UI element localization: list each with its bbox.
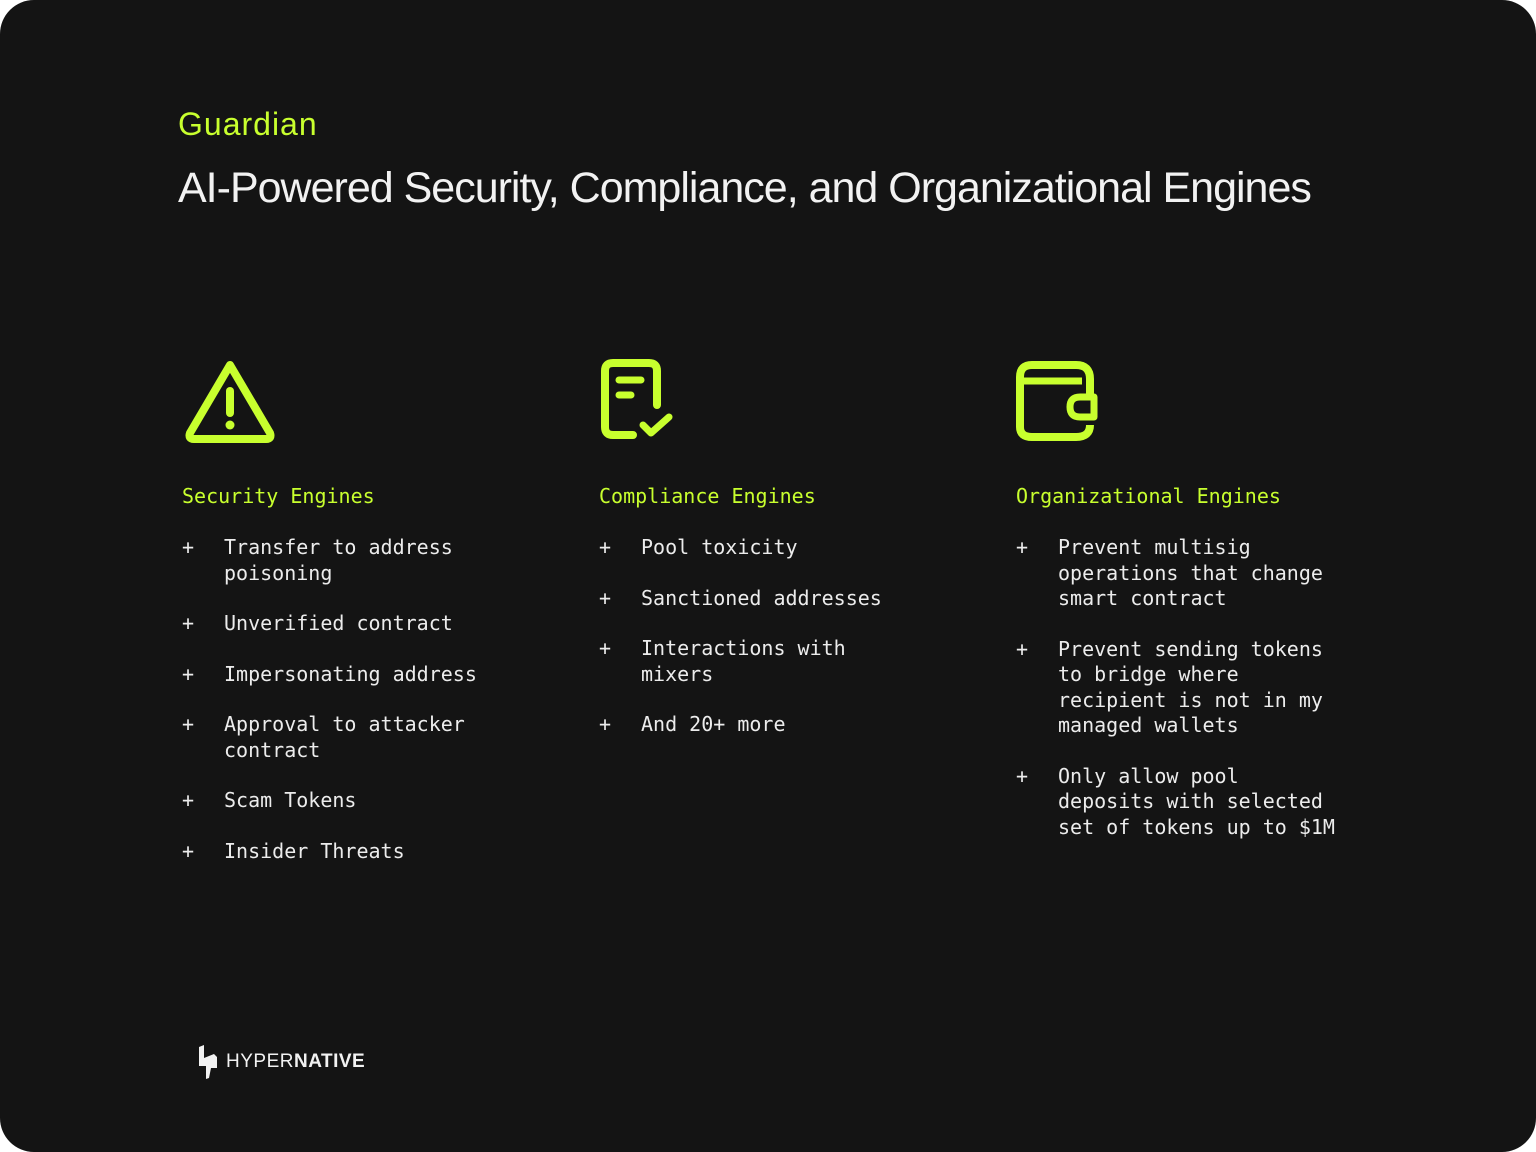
list-item [599, 712, 882, 738]
list-item [1016, 535, 1358, 612]
list-item-text: Prevent multisig operations that change smart contract [1058, 535, 1323, 610]
plus-icon: + [599, 636, 612, 660]
list-item [182, 712, 477, 763]
plus-icon: + [182, 838, 195, 863]
list-item-text: Prevent sending tokens to bridge where recipient is not in my managed wallets [1058, 636, 1323, 737]
document-check-icon [599, 355, 679, 445]
organizational-engines-column [1016, 355, 1396, 839]
list-item [599, 535, 882, 561]
logo-text-bold: NATIVE [293, 1051, 366, 1072]
column-title: Compliance Engines [599, 484, 816, 508]
list-item [182, 662, 477, 688]
column-title: Organizational Engines [1016, 484, 1281, 508]
list-item [599, 586, 882, 612]
plus-icon: + [182, 661, 195, 686]
list-item-text: Impersonating address [224, 661, 477, 686]
security-engines-list [182, 535, 477, 889]
plus-icon: + [1016, 535, 1029, 559]
column-title: Security Engines [182, 484, 375, 508]
plus-icon: + [182, 611, 195, 635]
list-item-text: Scam Tokens [224, 788, 357, 812]
plus-icon: + [182, 788, 195, 812]
list-item-text: Insider Threats [224, 838, 405, 863]
list-item [182, 535, 477, 586]
list-item-text: Pool toxicity [641, 535, 798, 559]
compliance-engines-column [599, 355, 979, 736]
page-title: AI-Powered Security, Compliance, and Organizational Engines [178, 164, 1311, 212]
list-item-text: Unverified contract [224, 611, 453, 635]
list-item-text: Interactions with mixers [641, 636, 846, 686]
list-item-text: Approval to attacker contract [224, 712, 465, 762]
plus-icon: + [599, 535, 612, 559]
list-item [1016, 637, 1358, 739]
plus-icon: + [182, 712, 195, 736]
plus-icon: + [599, 585, 612, 610]
list-item-text: Transfer to address poisoning [224, 535, 453, 585]
hypernative-logo [196, 1044, 365, 1080]
logo-wordmark [226, 1050, 365, 1074]
list-item [1016, 764, 1358, 841]
list-item [182, 788, 477, 814]
wallet-icon [1016, 355, 1100, 445]
eyebrow-label: Guardian [178, 106, 318, 142]
compliance-engines-list [599, 535, 882, 763]
list-item-text: Only allow pool deposits with selected set of tokens up to $1M [1058, 763, 1335, 839]
organizational-engines-list [1016, 535, 1358, 865]
security-engines-column [182, 355, 562, 863]
list-item [182, 839, 477, 865]
list-item-text: Sanctioned addresses [641, 585, 882, 610]
plus-icon: + [599, 712, 612, 736]
list-item-text: And 20+ more [641, 712, 786, 736]
list-item [599, 636, 882, 687]
warning-triangle-icon [182, 355, 278, 445]
list-item [182, 611, 477, 637]
plus-icon: + [1016, 636, 1029, 661]
plus-icon: + [182, 535, 195, 559]
logo-text-light: HYPER [226, 1051, 294, 1072]
plus-icon: + [1016, 763, 1029, 788]
hypernative-logo-icon [196, 1044, 220, 1080]
